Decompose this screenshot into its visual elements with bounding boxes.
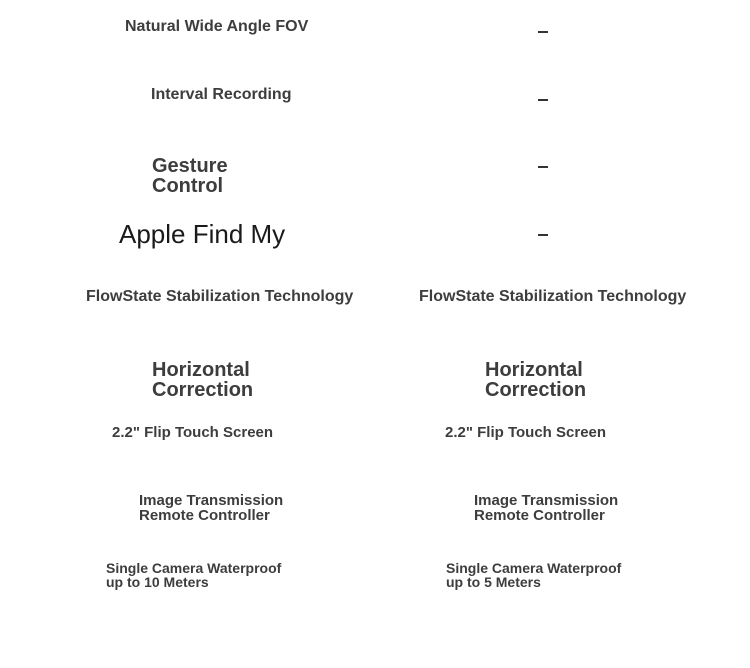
feature-label-horizontal-correction-right: Horizontal Correction: [485, 359, 587, 401]
feature-label-wide-angle: Natural Wide Angle FOV: [125, 18, 309, 35]
not-supported-dash-apple-find-my: [538, 234, 548, 236]
feature-label-flip-screen-left: 2.2" Flip Touch Screen: [112, 424, 274, 441]
feature-label-apple-find-my: Apple Find My: [119, 219, 286, 249]
feature-label-gesture-control: Gesture Control: [152, 155, 228, 197]
feature-label-flowstate-left: FlowState Stabilization Technology: [86, 288, 354, 305]
feature-label-waterproof-right: Single Camera Waterproof up to 5 Meters: [446, 560, 622, 590]
feature-label-waterproof-left: Single Camera Waterproof up to 10 Meters: [106, 560, 282, 590]
feature-label-flowstate-right: FlowState Stabilization Technology: [419, 288, 687, 305]
feature-label-remote-controller-left: Image Transmission Remote Controller: [139, 492, 284, 524]
feature-label-interval-recording: Interval Recording: [151, 86, 292, 103]
not-supported-dash-interval-recording: [538, 99, 548, 101]
feature-label-horizontal-correction-left: Horizontal Correction: [152, 359, 254, 401]
not-supported-dash-gesture-control: [538, 166, 548, 168]
not-supported-dash-wide-angle: [538, 31, 548, 33]
feature-label-flip-screen-right: 2.2" Flip Touch Screen: [445, 424, 607, 441]
feature-label-remote-controller-right: Image Transmission Remote Controller: [474, 492, 619, 524]
